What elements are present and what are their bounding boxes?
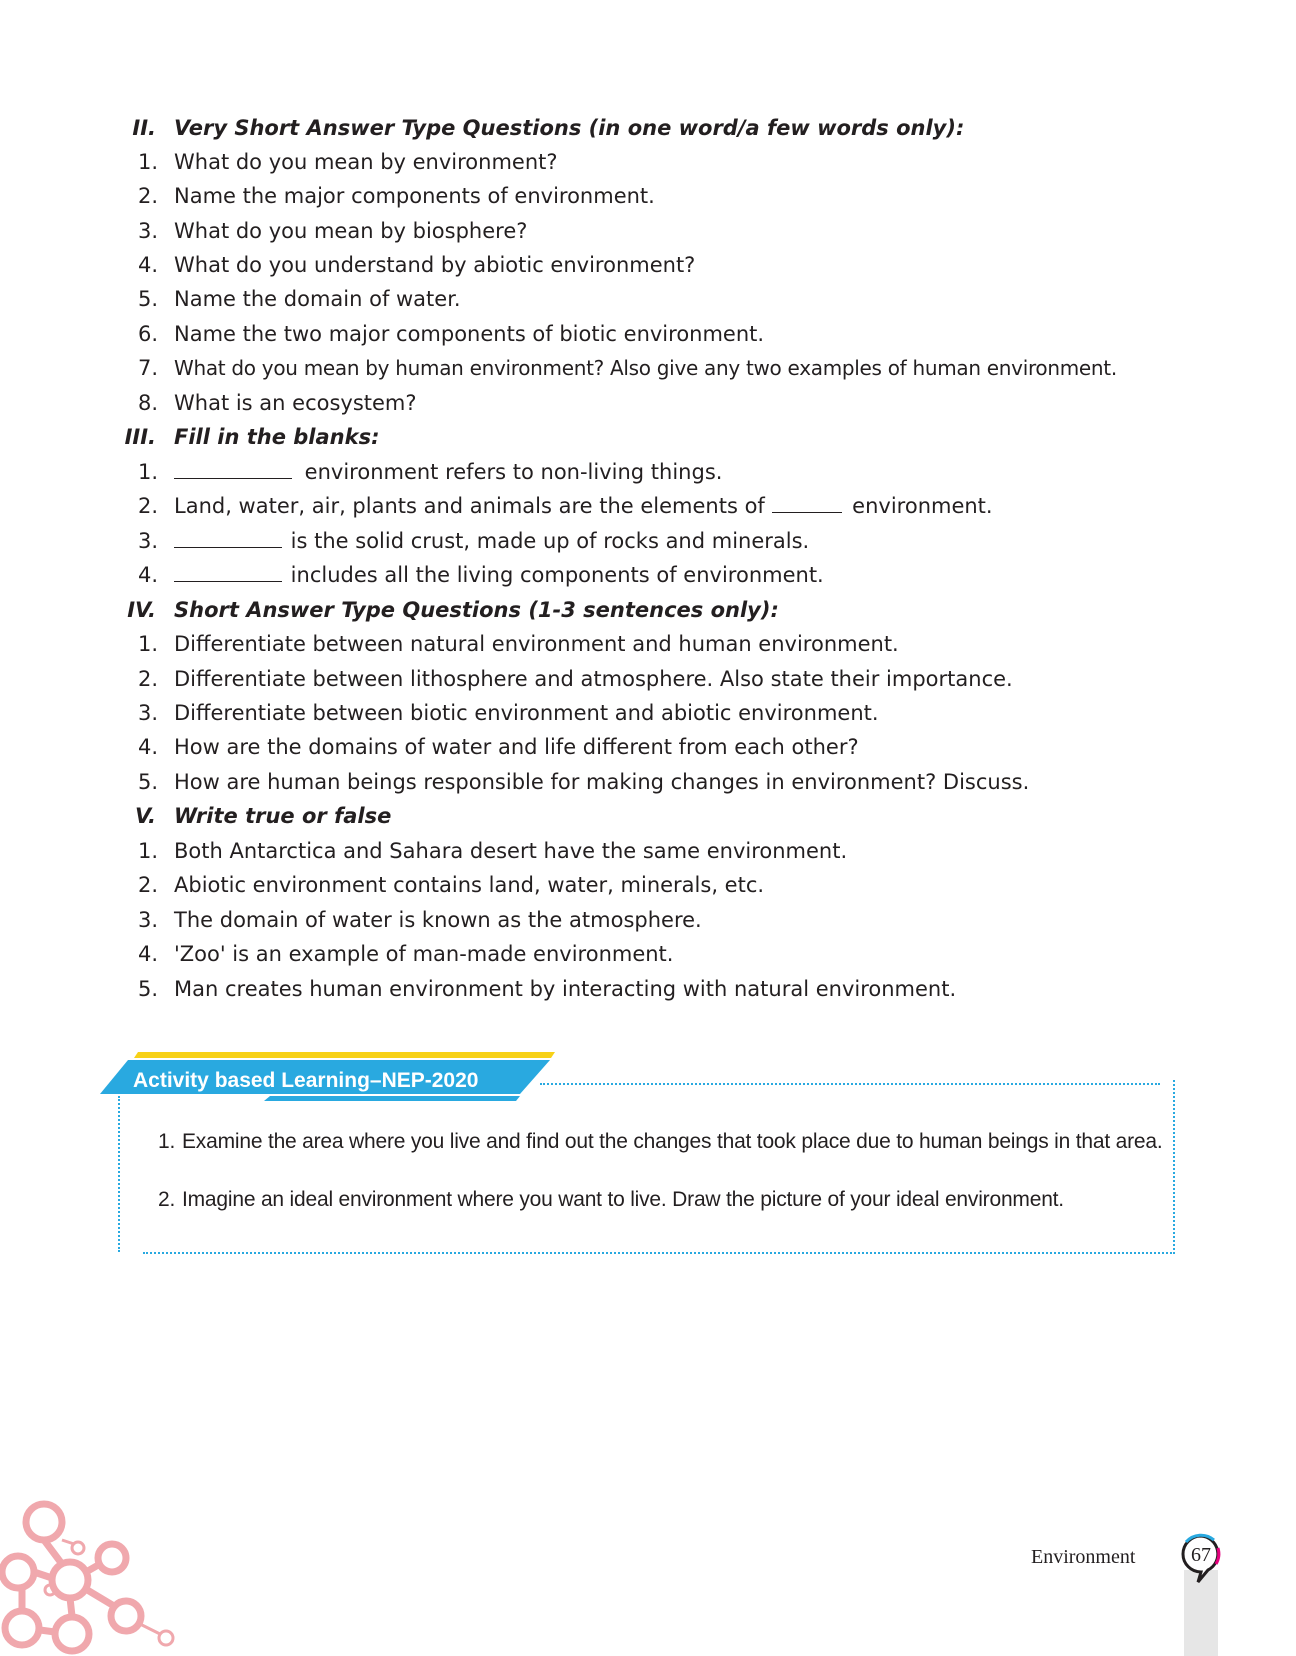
section-title: Short Answer Type Questions (1-3 sentences only): — [174, 598, 779, 622]
section-numeral: III. — [124, 425, 156, 449]
question-text: Man creates human environment by interacting with natural environment. — [174, 977, 957, 1001]
question-item — [0, 317, 1296, 351]
question-number: 1. — [137, 632, 158, 656]
question-number: 2. — [137, 184, 158, 208]
question-number: 4. — [137, 563, 158, 587]
question-text: Name the domain of water. — [174, 287, 461, 311]
section-title: Write true or false — [174, 804, 392, 828]
molecule-decoration-icon — [0, 1500, 180, 1656]
section-numeral: II. — [132, 116, 156, 140]
blank-item — [0, 489, 1296, 523]
section-numeral: IV. — [127, 598, 156, 622]
question-number: 1. — [137, 150, 158, 174]
question-text: Both Antarctica and Sahara desert have the same environment. — [174, 839, 848, 863]
question-number: 3. — [137, 219, 158, 243]
activity-number: 2. — [158, 1188, 176, 1211]
question-item — [0, 145, 1296, 179]
section-title: Very Short Answer Type Questions (in one word/a few words only): — [174, 116, 965, 140]
question-number: 3. — [137, 529, 158, 553]
question-text: What do you understand by abiotic environment? — [174, 253, 696, 277]
activity-box-top-border — [540, 1083, 1160, 1085]
question-item — [0, 179, 1296, 213]
question-text — [174, 558, 824, 592]
activity-text: Examine the area where you live and find out the changes that took place due to human beings in that area. — [182, 1130, 1163, 1153]
question-item — [0, 696, 1296, 730]
question-number: 1. — [137, 839, 158, 863]
activity-item — [158, 1128, 1168, 1156]
question-number: 3. — [137, 908, 158, 932]
question-text: Name the major components of environment. — [174, 184, 655, 208]
question-item — [0, 868, 1296, 902]
blank-item — [0, 558, 1296, 592]
question-number: 8. — [137, 391, 158, 415]
question-item — [0, 351, 1296, 385]
question-number: 2. — [137, 873, 158, 897]
question-text: Abiotic environment contains land, water, minerals, etc. — [174, 873, 765, 897]
activity-item — [158, 1186, 1168, 1214]
text-after-blank: includes all the living components of environment. — [284, 563, 824, 587]
blank-item — [0, 524, 1296, 558]
text-after-blank: environment refers to non-living things. — [298, 460, 723, 484]
question-item — [0, 248, 1296, 282]
section-heading — [0, 420, 1296, 454]
question-text: Differentiate between biotic environment and abiotic environment. — [174, 701, 879, 725]
question-text: What do you mean by environment? — [174, 150, 558, 174]
question-number: 5. — [137, 287, 158, 311]
activity-box — [143, 1080, 1175, 1254]
question-number: 5. — [137, 977, 158, 1001]
question-text: What is an ecosystem? — [174, 391, 417, 415]
question-item — [0, 834, 1296, 868]
answer-blank — [772, 490, 842, 513]
question-item — [0, 972, 1296, 1006]
question-item — [0, 627, 1296, 661]
question-item — [0, 214, 1296, 248]
section-heading — [0, 111, 1296, 145]
activity-number: 1. — [158, 1130, 176, 1153]
question-number: 5. — [137, 770, 158, 794]
question-item — [0, 282, 1296, 316]
question-number: 6. — [137, 322, 158, 346]
question-number: 4. — [137, 253, 158, 277]
text-after-blank: is the solid crust, made up of rocks and minerals. — [284, 529, 810, 553]
question-text — [174, 489, 993, 523]
question-item — [0, 765, 1296, 799]
question-number: 2. — [137, 494, 158, 518]
text-before-blank: Land, water, air, plants and animals are the elements of — [174, 494, 772, 518]
question-item — [0, 937, 1296, 971]
page-number: 67 — [1191, 1544, 1211, 1566]
activity-title: Activity based Learning–NEP-2020 — [133, 1069, 479, 1092]
activity-box-left-border — [118, 1096, 120, 1252]
section-heading — [0, 799, 1296, 833]
question-text: Differentiate between lithosphere and atmosphere. Also state their importance. — [174, 667, 1013, 691]
question-text: What do you mean by human environment? Also give any two examples of human environment. — [174, 356, 1117, 380]
question-text: Name the two major components of biotic environment. — [174, 322, 765, 346]
activity-text: Imagine an ideal environment where you want to live. Draw the picture of your ideal environment. — [182, 1188, 1064, 1211]
answer-blank — [174, 456, 292, 479]
question-number: 3. — [137, 701, 158, 725]
question-text: 'Zoo' is an example of man-made environment. — [174, 942, 674, 966]
question-text: Differentiate between natural environment and human environment. — [174, 632, 899, 656]
question-text — [174, 455, 722, 489]
question-text: How are human beings responsible for making changes in environment? Discuss. — [174, 770, 1030, 794]
question-item — [0, 903, 1296, 937]
banner-yellow-stripe — [134, 1052, 555, 1058]
question-text — [174, 524, 809, 558]
question-item — [0, 386, 1296, 420]
question-number: 4. — [137, 942, 158, 966]
chapter-label: Environment — [1031, 1546, 1136, 1568]
text-after-blank: environment. — [845, 494, 993, 518]
section-numeral: V. — [135, 804, 156, 828]
question-text: How are the domains of water and life different from each other? — [174, 735, 859, 759]
answer-blank — [174, 525, 282, 548]
question-number: 1. — [137, 460, 158, 484]
question-number: 2. — [137, 667, 158, 691]
question-text: The domain of water is known as the atmosphere. — [174, 908, 702, 932]
question-number: 7. — [137, 356, 158, 380]
question-text: What do you mean by biosphere? — [174, 219, 528, 243]
section-title: Fill in the blanks: — [174, 425, 380, 449]
question-item — [0, 662, 1296, 696]
blank-item — [0, 455, 1296, 489]
question-item — [0, 730, 1296, 764]
section-heading — [0, 593, 1296, 627]
question-number: 4. — [137, 735, 158, 759]
answer-blank — [174, 559, 282, 582]
